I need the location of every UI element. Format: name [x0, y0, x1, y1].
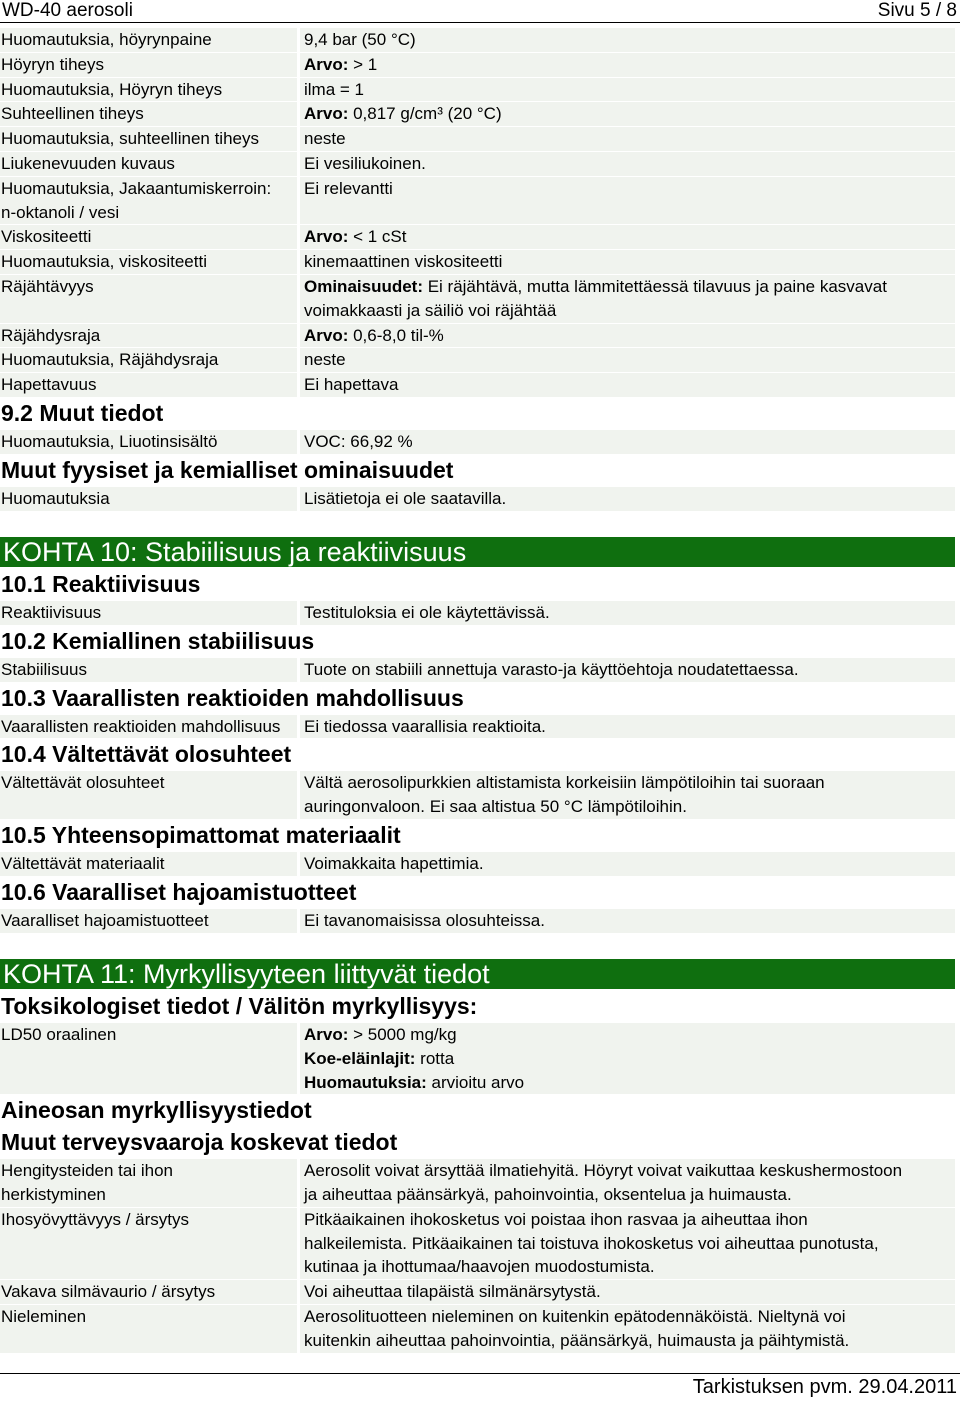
value-text: voimakkaasti ja säiliö voi räjähtää — [304, 300, 557, 320]
value-text: neste — [304, 350, 346, 370]
property-label — [0, 373, 297, 397]
label-text: Nieleminen — [1, 1307, 87, 1327]
value-text: auringonvaloon. Ei saa altistua 50 °C lämpötiloihin. — [304, 797, 687, 817]
property-value — [300, 601, 955, 625]
relative-density-row — [0, 102, 955, 126]
value-text: ilma = 1 — [304, 79, 364, 99]
value-text: kuitenkin aiheuttaa pahoinvointia, päänsärkyä, huimausta ja päihtymistä. — [304, 1330, 850, 1350]
property-value — [300, 771, 955, 819]
section-10-bar — [0, 537, 955, 567]
value-text: neste — [304, 129, 346, 149]
property-label — [0, 324, 297, 348]
value-text: ja aiheuttaa päänsärkyä, pahoinvointia, oksentelua ja huimausta. — [304, 1185, 792, 1205]
property-value — [300, 78, 955, 102]
property-label — [0, 53, 297, 77]
value-key: Arvo: — [304, 104, 349, 124]
label-text: Stabiilisuus — [1, 659, 87, 679]
section-11-bar — [0, 959, 955, 989]
explosion-limits-notes-row — [0, 348, 955, 372]
property-label — [0, 601, 297, 625]
value-key: Arvo: — [304, 1024, 349, 1044]
property-label — [0, 1280, 297, 1304]
label-text: Huomautuksia, Höyryn tiheys — [1, 79, 223, 99]
conditions-to-avoid-row — [0, 771, 955, 819]
label-text: Viskositeetti — [1, 227, 92, 247]
property-label — [0, 275, 297, 323]
label-text: Huomautuksia, Jakaantumiskerroin: — [1, 178, 272, 198]
revision-date: Tarkistuksen pvm. 29.04.2011 — [692, 1376, 957, 1398]
label-text: Hapettavuus — [1, 375, 97, 395]
vapour-pressure-notes-row — [0, 28, 955, 52]
incompatible-materials-row — [0, 852, 955, 876]
value-text: arvioitu arvo — [431, 1072, 525, 1092]
property-label — [0, 909, 297, 933]
property-label — [0, 225, 297, 249]
value-text: 9,4 bar (50 °C) — [304, 30, 416, 49]
value-line — [304, 324, 955, 348]
decomposition-products-row — [0, 909, 955, 933]
value-text: Ei hapettava — [304, 375, 399, 395]
subsection-10-4-heading: 10.4 Vältettävät olosuhteet — [1, 741, 292, 768]
value-text: Ei räjähtävä, mutta lämmitettäessä tilavuus ja paine kasvavat — [427, 276, 887, 296]
property-value — [300, 430, 955, 454]
subsection-10-6-heading: 10.6 Vaaralliset hajoamistuotteet — [1, 878, 357, 905]
label-text: Suhteellinen tiheys — [1, 104, 144, 124]
value-text: halkeilemista. Pitkäaikainen tai toistuva ihokosketus voi aiheuttaa punotusta, — [304, 1233, 879, 1253]
property-label — [0, 152, 297, 176]
value-key: Arvo: — [304, 54, 349, 74]
label-text: Huomautuksia, viskositeetti — [1, 252, 207, 272]
value-line — [304, 225, 955, 249]
acute-toxicity-heading: Toksikologiset tiedot / Välitön myrkyllisyys: — [1, 992, 478, 1019]
property-value — [300, 53, 955, 77]
label-text: Huomautuksia, Liuotinsisältö — [1, 431, 218, 451]
value-key: Arvo: — [304, 325, 349, 345]
subsection-10-2-heading: 10.2 Kemiallinen stabiilisuus — [1, 627, 315, 654]
label-text: Höyryn tiheys — [1, 54, 104, 74]
vapour-density-notes-row — [0, 78, 955, 102]
property-value — [300, 373, 955, 397]
property-label — [0, 1208, 297, 1279]
property-value — [300, 177, 955, 225]
value-text: kinemaattinen viskositeetti — [304, 252, 503, 272]
label-text: Hengitysteiden tai ihon — [1, 1161, 174, 1181]
property-value — [300, 28, 955, 52]
label-text: Räjähdysraja — [1, 325, 101, 345]
value-text: Aerosolit voivat ärsyttää ilmatiehyitä. Höyryt voivat vaikuttaa keskushermostoon — [304, 1161, 903, 1181]
property-label — [0, 250, 297, 274]
value-text: Ei vesiliukoinen. — [304, 153, 426, 173]
vapour-density-row — [0, 53, 955, 77]
value-line — [304, 1047, 955, 1071]
property-value — [300, 1159, 955, 1207]
value-key: Ominaisuudet: — [304, 276, 424, 296]
subsection-10-5-heading: 10.5 Yhteensopimattomat materiaalit — [1, 821, 401, 848]
label-text: Vaarallisten reaktioiden mahdollisuus — [1, 716, 281, 736]
label-text: LD50 oraalinen — [1, 1024, 117, 1044]
property-label — [0, 1023, 297, 1094]
oxidising-properties-row — [0, 373, 955, 397]
ld50-oral-row — [0, 1023, 955, 1094]
value-text: Ei tiedossa vaarallisia reaktioita. — [304, 716, 546, 736]
label-text: Vältettävät materiaalit — [1, 853, 165, 873]
label-text: Vaaralliset hajoamistuotteet — [1, 910, 209, 930]
value-text: kutinaa ja ihottumaa/haavojen muodostumista. — [304, 1257, 655, 1277]
value-text: Vältä aerosolipurkkien altistamista korkeisiin lämpötiloihin tai suoraan — [304, 773, 825, 793]
page-number: Sivu 5 / 8 — [877, 0, 957, 21]
partition-coefficient-notes-row — [0, 177, 955, 225]
value-text: Voi aiheuttaa tilapäistä silmänärsytystä. — [304, 1282, 601, 1302]
property-label — [0, 430, 297, 454]
value-line — [304, 102, 955, 126]
explosive-properties-row — [0, 275, 955, 323]
value-text: Ei tavanomaisissa olosuhteissa. — [304, 910, 545, 930]
value-text: > 5000 mg/kg — [353, 1024, 457, 1044]
property-label — [0, 852, 297, 876]
other-health-hazards-heading: Muut terveysvaaroja koskevat tiedot — [1, 1129, 398, 1156]
value-text: < 1 cSt — [353, 227, 407, 247]
property-label — [0, 1305, 297, 1353]
label-text: Vakava silmävaurio / ärsytys — [1, 1282, 216, 1302]
value-line — [304, 1071, 955, 1095]
value-key: Arvo: — [304, 227, 349, 247]
solubility-row — [0, 152, 955, 176]
label-text: Liukenevuuden kuvaus — [1, 153, 175, 173]
other-properties-heading: Muut fyysiset ja kemialliset ominaisuudet — [1, 456, 454, 483]
solvent-content-notes-row — [0, 430, 955, 454]
property-value — [300, 102, 955, 126]
subsection-10-1-heading: 10.1 Reaktiivisuus — [1, 570, 201, 597]
eye-damage-row — [0, 1280, 955, 1304]
property-value — [300, 909, 955, 933]
value-line — [304, 53, 955, 77]
page-footer — [0, 1373, 960, 1399]
label-text: Vältettävät olosuhteet — [1, 773, 165, 793]
property-label — [0, 487, 297, 511]
value-line — [304, 1023, 955, 1047]
label-text: Räjähtävyys — [1, 276, 94, 296]
viscosity-notes-row — [0, 250, 955, 274]
chemical-stability-row — [0, 658, 955, 682]
property-value — [300, 348, 955, 372]
property-value — [300, 715, 955, 739]
ingestion-row — [0, 1305, 955, 1353]
property-value — [300, 1023, 955, 1094]
value-key: Koe-eläinlajit: — [304, 1048, 416, 1068]
label-text: Reaktiivisuus — [1, 602, 102, 622]
property-label — [0, 658, 297, 682]
page-header — [0, 0, 960, 23]
property-value — [300, 1280, 955, 1304]
section-9-2-heading: 9.2 Muut tiedot — [1, 399, 164, 426]
explosion-limits-row — [0, 324, 955, 348]
label-text: Huomautuksia, Räjähdysraja — [1, 350, 219, 370]
property-value — [300, 658, 955, 682]
reactivity-row — [0, 601, 955, 625]
page-content — [0, 28, 960, 1353]
property-value — [300, 152, 955, 176]
property-label — [0, 771, 297, 819]
component-toxicity-heading: Aineosan myrkyllisyystiedot — [1, 1097, 312, 1124]
property-label — [0, 348, 297, 372]
value-text: 0,817 g/cm³ (20 °C) — [353, 104, 502, 124]
value-key: Huomautuksia: — [304, 1072, 427, 1092]
property-value — [300, 324, 955, 348]
property-value — [300, 1305, 955, 1353]
property-label — [0, 28, 297, 52]
property-value — [300, 127, 955, 151]
value-text: VOC: 66,92 % — [304, 431, 413, 451]
label-text: n-oktanoli / vesi — [1, 202, 120, 222]
value-text: Pitkäaikainen ihokosketus voi poistaa ihon rasvaa ja aiheuttaa ihon — [304, 1209, 808, 1229]
label-text: Huomautuksia, höyrynpaine — [1, 30, 212, 49]
value-text: 0,6-8,0 til-% — [353, 325, 444, 345]
document-title: WD-40 aerosoli — [2, 0, 133, 21]
subsection-10-3-heading: 10.3 Vaarallisten reaktioiden mahdollisuus — [1, 684, 464, 711]
value-text: Voimakkaita hapettimia. — [304, 853, 484, 873]
value-text: Testituloksia ei ole käytettävissä. — [304, 602, 550, 622]
section-11-title: KOHTA 11: Myrkyllisyyteen liittyvät tiedot — [3, 958, 490, 989]
label-text: Huomautuksia — [1, 488, 110, 508]
other-properties-notes-row — [0, 487, 955, 511]
label-text: Ihosyövyttävyys / ärsytys — [1, 1209, 189, 1229]
sensitisation-row — [0, 1159, 955, 1207]
value-text: > 1 — [353, 54, 378, 74]
label-text: Huomautuksia, suhteellinen tiheys — [1, 129, 259, 149]
property-label — [0, 715, 297, 739]
value-text: Aerosolituotteen nieleminen on kuitenkin epätodennäköistä. Nieltynä voi — [304, 1307, 846, 1327]
property-value — [300, 487, 955, 511]
property-value — [300, 1208, 955, 1279]
section-10-title: KOHTA 10: Stabiilisuus ja reaktiivisuus — [3, 536, 467, 567]
value-text: Tuote on stabiili annettuja varasto-ja käyttöehtoja noudatettaessa. — [304, 659, 799, 679]
label-text: herkistyminen — [1, 1185, 106, 1205]
value-text: rotta — [420, 1048, 455, 1068]
property-value — [300, 250, 955, 274]
property-label — [0, 102, 297, 126]
skin-corrosion-row — [0, 1208, 955, 1279]
value-text: Lisätietoja ei ole saatavilla. — [304, 488, 507, 508]
property-value — [300, 225, 955, 249]
property-value — [300, 852, 955, 876]
hazardous-reactions-row — [0, 715, 955, 739]
relative-density-notes-row — [0, 127, 955, 151]
viscosity-row — [0, 225, 955, 249]
value-line — [304, 275, 955, 299]
property-label — [0, 78, 297, 102]
property-label — [0, 127, 297, 151]
property-value — [300, 275, 955, 323]
property-label — [0, 177, 297, 225]
property-label — [0, 1159, 297, 1207]
value-text: Ei relevantti — [304, 178, 393, 198]
